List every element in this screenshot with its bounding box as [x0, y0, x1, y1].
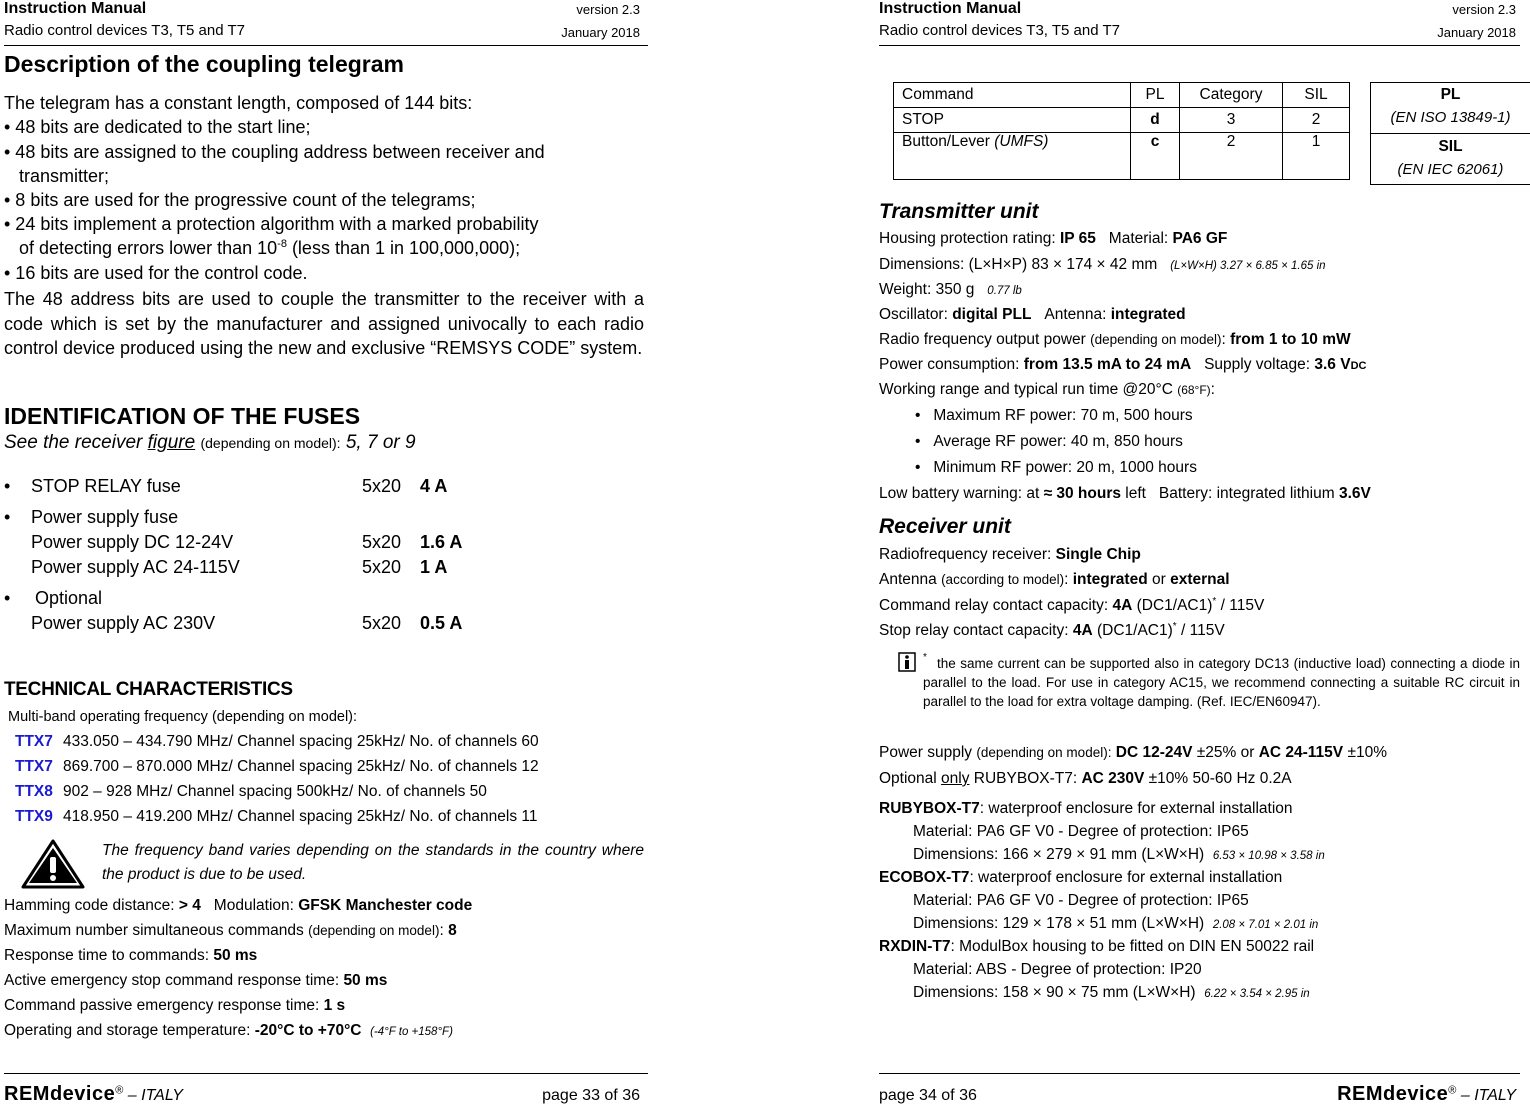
header-version: version 2.3: [1452, 2, 1516, 17]
table-cell: d: [1131, 108, 1180, 133]
hamming-line: Hamming code distance: > 4 Modulation: GFSK Manchester code: [4, 897, 473, 914]
freq-label: Multi-band operating frequency (depending on model):: [8, 709, 358, 725]
safety-table: [893, 82, 1350, 180]
tx-dimensions-line: Dimensions: (L×H×P) 83 × 174 × 42 mm (L×W×H) 3.27 × 6.85 × 1.65 in: [879, 256, 1326, 273]
coupling-intro: The telegram has a constant length, composed of 144 bits:: [4, 93, 473, 113]
right-page: [877, 0, 1530, 1109]
header-title: Instruction Manual: [879, 0, 1022, 17]
fuse-bullet: •: [4, 476, 11, 496]
tx-power-line: Power consumption: from 13.5 mA to 24 mA Supply voltage: 3.6 VDC: [879, 356, 1367, 373]
enclosure-dimensions: Dimensions: 158 × 90 × 75 mm (L×W×H) 6.22 × 3.54 × 2.95 in: [913, 984, 1310, 1001]
warning-text: The frequency band varies depending on the standards in the country where the product is due to be used.: [102, 842, 644, 883]
header-title: Instruction Manual: [4, 0, 147, 17]
table-header: PL: [1131, 83, 1180, 108]
coupling-bullet-4: • 24 bits implement a protection algorithm with a marked probability: [4, 214, 539, 234]
header-rule: [879, 45, 1520, 46]
enclosure-title: RXDIN-T7: ModulBox housing to be fitted on DIN EN 50022 rail: [879, 938, 1315, 955]
passive-emergency-line: Command passive emergency response time: 1 s: [4, 997, 346, 1014]
enclosure-title: ECOBOX-T7: waterproof enclosure for external installation: [879, 869, 1283, 886]
fuse-label: Power supply AC 24-115V: [31, 557, 240, 577]
enclosure-material: Material: ABS - Degree of protection: IP20: [913, 961, 1202, 978]
band-model: TTX8: [15, 783, 53, 800]
footer-brand: REMdevice® – ITALY: [4, 1083, 183, 1105]
footer-rule: [879, 1073, 1520, 1074]
response-line: Response time to commands: 50 ms: [4, 947, 258, 964]
fuse-size: 5x20: [362, 476, 402, 496]
table-cell: 3: [1180, 108, 1283, 133]
footer-page: page 33 of 36: [542, 1087, 640, 1104]
tx-range-item: • Maximum RF power: 70 m, 500 hours: [915, 407, 1193, 424]
fuses-heading: IDENTIFICATION OF THE FUSES: [4, 403, 361, 429]
fuse-label: STOP RELAY fuse: [31, 476, 181, 496]
band-model: TTX7: [15, 758, 53, 775]
footer-rule: [4, 1073, 648, 1074]
tx-rf-power-line: Radio frequency output power (depending on model): from 1 to 10 mW: [879, 331, 1351, 348]
figure-link[interactable]: figure: [147, 432, 196, 453]
header-date: January 2018: [561, 25, 640, 40]
coupling-bullet-4-cont: of detecting errors lower than $10^{-8}$ (less than 1 in 100,000,000);: [19, 238, 521, 258]
max-commands-line: Maximum number simultaneous commands (depending on model): 8: [4, 922, 457, 939]
band-text: 418.950 – 419.200 MHz/ Channel spacing 25kHz/ No. of channels 11: [63, 808, 538, 825]
warning-icon: [20, 838, 86, 890]
left-page: [0, 0, 648, 1109]
table-cell: Button/Lever (UMFS): [894, 133, 1131, 180]
enclosure-material: Material: PA6 GF V0 - Degree of protection: IP65: [913, 823, 1249, 840]
rx-stop-relay-line: Stop relay contact capacity: 4A (DC1/AC1)* / 115V: [879, 621, 1225, 640]
table-cell: 2: [1180, 133, 1283, 180]
fuses-see-line: See the receiver figure (depending on model): 5, 7 or 9: [4, 432, 416, 453]
table-cell: 2: [1283, 108, 1350, 133]
header-version: version 2.3: [576, 2, 640, 17]
remdevice-logo: REMdevice: [4, 1083, 116, 1105]
enclosure-dimensions: Dimensions: 166 × 279 × 91 mm (L×W×H) 6.53 × 10.98 × 3.58 in: [913, 846, 1325, 863]
fuse-label: Power supply fuse: [31, 507, 179, 527]
coupling-bullet-2-cont: transmitter;: [19, 166, 110, 186]
coupling-heading: Description of the coupling telegram: [4, 51, 404, 77]
header-subtitle: Radio control devices T3, T5 and T7: [879, 22, 1120, 39]
enclosure-material: Material: PA6 GF V0 - Degree of protection: IP65: [913, 892, 1249, 909]
band-text: 869.700 – 870.000 MHz/ Channel spacing 25kHz/ No. of channels 12: [63, 758, 539, 775]
fuse-size: 5x20: [362, 557, 402, 577]
table-header: SIL: [1283, 83, 1350, 108]
enclosure-dimensions: Dimensions: 129 × 178 × 51 mm (L×W×H) 2.08 × 7.01 × 2.01 in: [913, 915, 1319, 932]
fuse-value: 1.6 A: [420, 532, 463, 552]
fuse-value: 4 A: [420, 476, 448, 496]
rx-antenna-line: Antenna (according to model): integrated or external: [879, 571, 1230, 588]
tech-heading: TECHNICAL CHARACTERISTICS: [4, 679, 293, 700]
active-emergency-line: Active emergency stop command response time: 50 ms: [4, 972, 388, 989]
tx-range-item: • Average RF power: 40 m, 850 hours: [915, 433, 1183, 450]
table-row: [894, 83, 1350, 108]
fuse-label: Power supply AC 230V: [31, 613, 216, 633]
transmitter-heading: Transmitter unit: [879, 200, 1039, 223]
temperature-line: Operating and storage temperature: -20°C to +70°C (-4°F to +158°F): [4, 1022, 453, 1039]
header-rule: [4, 45, 648, 46]
table-row: [894, 108, 1350, 133]
coupling-bullet-1: • 48 bits are dedicated to the start line;: [4, 117, 311, 137]
tx-housing-line: Housing protection rating: IP 65 Material: PA6 GF: [879, 230, 1228, 247]
table-header: Category: [1180, 83, 1283, 108]
header-subtitle: Radio control devices T3, T5 and T7: [4, 22, 245, 39]
table-cell: c: [1131, 133, 1180, 180]
legend-pl: PL: [1440, 86, 1461, 103]
tx-oscillator-line: Oscillator: digital PLL Antenna: integrated: [879, 306, 1186, 323]
fuse-label: Power supply DC 12-24V: [31, 532, 234, 552]
tx-working-range-line: Working range and typical run time @20°C (68°F):: [879, 381, 1215, 398]
info-icon: [898, 652, 916, 672]
band-text: 433.050 – 434.790 MHz/ Channel spacing 25kHz/ No. of channels 60: [63, 733, 539, 750]
footer-page: page 34 of 36: [879, 1087, 977, 1104]
fuse-label: Optional: [35, 588, 103, 608]
fuse-size: 5x20: [362, 532, 402, 552]
tx-range-item: • Minimum RF power: 20 m, 1000 hours: [915, 459, 1197, 476]
header-date: January 2018: [1437, 25, 1516, 40]
legend-sil: SIL: [1438, 138, 1463, 155]
fuse-size: 5x20: [362, 613, 402, 633]
coupling-paragraph: The 48 address bits are used to couple the transmitter to the receiver with a code which is set by the manufacturer and assigned univocally to each radio control device produced using the new and exclusive “REMSYS CODE” system.: [4, 289, 644, 359]
fuse-bullet: •: [4, 588, 11, 608]
rx-optional-line: Optional only RUBYBOX-T7: AC 230V ±10% 50-60 Hz 0.2A: [879, 770, 1292, 787]
receiver-heading: Receiver unit: [879, 515, 1011, 538]
band-text: 902 – 928 MHz/ Channel spacing 500kHz/ No. of channels 50: [63, 783, 487, 800]
coupling-bullet-5: • 16 bits are used for the control code.: [4, 263, 308, 283]
rx-note-star: *: [923, 652, 927, 663]
rx-power-supply-line: Power supply (depending on model): DC 12-24V ±25% or AC 24-115V ±10%: [879, 744, 1387, 761]
table-cell: STOP: [894, 108, 1131, 133]
remdevice-logo: REMdevice: [1337, 1083, 1449, 1105]
band-model: TTX7: [15, 733, 53, 750]
tx-battery-line: Low battery warning: at ≈ 30 hours left Battery: integrated lithium 3.6V: [879, 485, 1371, 502]
table-cell: 1: [1283, 133, 1350, 180]
rx-command-relay-line: Command relay contact capacity: 4A (DC1/AC1)* / 115V: [879, 596, 1265, 615]
coupling-bullet-3: • 8 bits are used for the progressive count of the telegrams;: [4, 190, 476, 210]
table-header: Command: [894, 83, 1131, 108]
band-model: TTX9: [15, 808, 53, 825]
legend-sil-std: (EN IEC 62061): [1397, 161, 1504, 178]
rx-receiver-line: Radiofrequency receiver: Single Chip: [879, 546, 1141, 563]
tx-weight-line: Weight: 350 g 0.77 lb: [879, 281, 1022, 298]
pl-sil-legend: [1370, 82, 1530, 185]
fuse-bullet: •: [4, 507, 11, 527]
fuse-value: 0.5 A: [420, 613, 463, 633]
enclosure-title: RUBYBOX-T7: waterproof enclosure for external installation: [879, 800, 1293, 817]
legend-pl-std: (EN ISO 13849-1): [1390, 109, 1511, 126]
fuse-value: 1 A: [420, 557, 448, 577]
footer-brand: REMdevice® – ITALY: [1337, 1083, 1516, 1105]
table-row: [894, 133, 1350, 180]
rx-note-text: the same current can be supported also in category DC13 (inductive load) connecting a diode in parallel to the load. For use in category AC15, we recommend connecting a suitable RC circuit in parallel to the load for extra voltage damping. (Ref. IEC/EN60947).: [923, 656, 1520, 709]
coupling-bullet-2: • 48 bits are assigned to the coupling address between receiver and: [4, 142, 545, 162]
